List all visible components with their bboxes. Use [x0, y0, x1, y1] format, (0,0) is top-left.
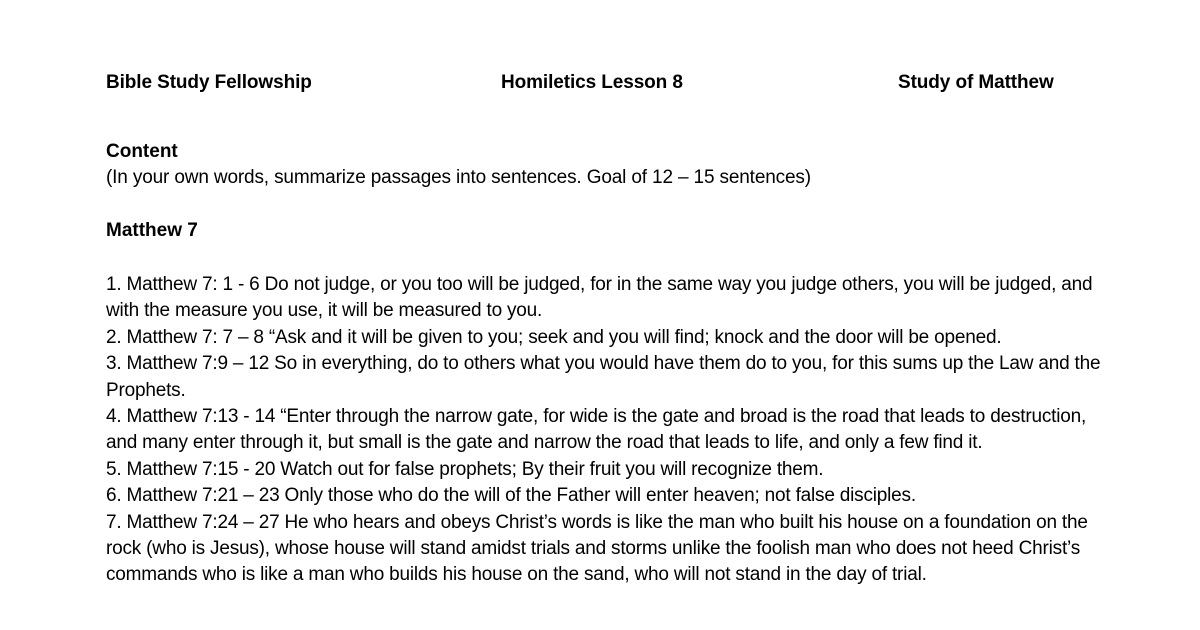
passage-summary-list	[106, 272, 1106, 589]
summary-item: 7. Matthew 7:24 – 27 He who hears and obeys Christ’s words is like the man who built his house on a foundation on the rock (who is Jesus), whose house will stand amidst trials and storms unlike the foolish man who does not heed Christ’s commands who is like a man who builds his house on the sand, who will not stand in the day of trial.	[106, 511, 1088, 586]
summary-item: 2. Matthew 7: 7 – 8 “Ask and it will be given to you; seek and you will find; knock and the door will be opened.	[106, 326, 1002, 348]
summary-item: 3. Matthew 7:9 – 12 So in everything, do to others what you would have them do to you, for this sums up the Law and the Prophets.	[106, 353, 1101, 401]
content-heading: Content	[106, 141, 178, 162]
header-organization: Bible Study Fellowship	[106, 72, 312, 93]
summary-item: 6. Matthew 7:21 – 23 Only those who do the will of the Father will enter heaven; not false disciples.	[106, 485, 916, 507]
summary-item: 4. Matthew 7:13 - 14 “Enter through the narrow gate, for wide is the gate and broad is the road that leads to destruction, and many enter through it, but small is the gate and narrow the road that leads to life, and only a few find it.	[106, 406, 1087, 454]
summary-item: 1. Matthew 7: 1 - 6 Do not judge, or you too will be judged, for in the same way you judge others, you will be judged, and with the measure you use, it will be measured to you.	[106, 274, 1093, 322]
header-study-title: Study of Matthew	[898, 72, 1054, 93]
content-instructions: (In your own words, summarize passages into sentences. Goal of 12 – 15 sentences)	[106, 167, 811, 188]
summary-item: 5. Matthew 7:15 - 20 Watch out for false prophets; By their fruit you will recognize them.	[106, 458, 824, 480]
chapter-heading: Matthew 7	[106, 220, 198, 241]
header-lesson-title: Homiletics Lesson 8	[501, 72, 683, 93]
